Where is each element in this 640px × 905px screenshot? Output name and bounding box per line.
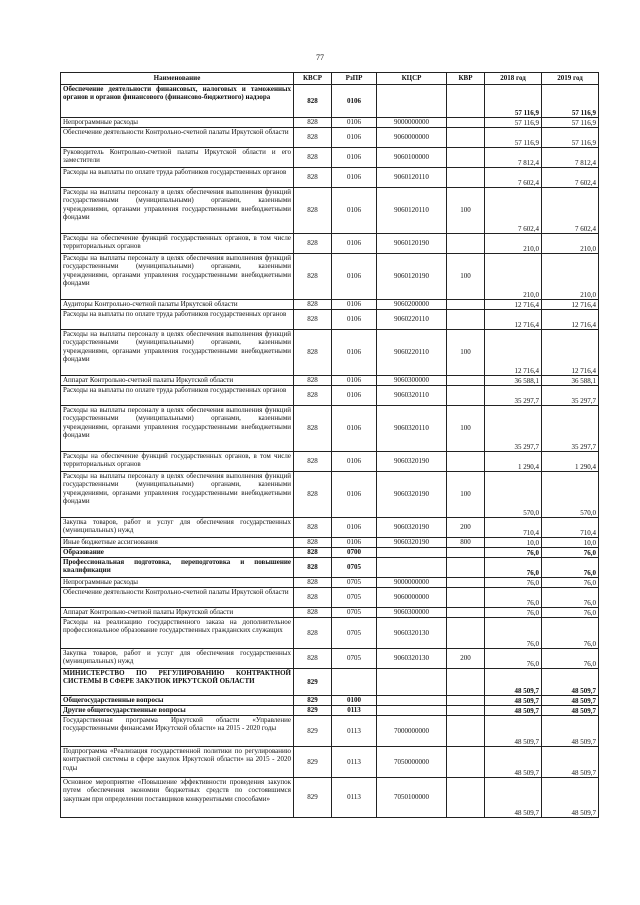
row-kcsr-cell bbox=[377, 85, 447, 118]
row-name-cell: Расходы на выплаты персоналу в целях обеспечения выполнения функций государственными (муниципальными) органами, казенными учреждениями, органами управления государственными внебюджетными фондами bbox=[61, 330, 294, 376]
row-name-cell: Подпрограмма «Реализация государственной политики по регулированию контрактной системы в сфере закупок Иркутской области» на 2015 - 2020 годы bbox=[61, 747, 294, 778]
row-2018-cell: 7 602,4 bbox=[485, 168, 542, 188]
row-kvsr-cell: 828 bbox=[294, 234, 332, 254]
row-kvsr-cell: 828 bbox=[294, 310, 332, 330]
row-2018-cell: 48 509,7 bbox=[485, 778, 542, 818]
row-2019-cell: 48 509,7 bbox=[542, 747, 599, 778]
row-kvsr-cell: 828 bbox=[294, 472, 332, 518]
row-kvr-cell bbox=[447, 716, 485, 747]
table-body bbox=[61, 85, 599, 818]
row-name-cell: Другие общегосударственные вопросы bbox=[61, 706, 294, 716]
row-name-cell: Аудиторы Контрольно-счетной палаты Иркутской области bbox=[61, 300, 294, 310]
row-kvr-cell: 200 bbox=[447, 518, 485, 538]
table-row bbox=[61, 85, 599, 118]
table-row bbox=[61, 472, 599, 518]
row-2018-cell: 76,0 bbox=[485, 649, 542, 669]
table-row bbox=[61, 608, 599, 618]
row-rzpr-cell: 0106 bbox=[332, 300, 377, 310]
table-row bbox=[61, 452, 599, 472]
row-rzpr-cell: 0106 bbox=[332, 148, 377, 168]
row-kcsr-cell: 9060320130 bbox=[377, 649, 447, 669]
row-2019-cell: 48 509,7 bbox=[542, 778, 599, 818]
row-rzpr-cell: 0705 bbox=[332, 588, 377, 608]
row-kcsr-cell: 9060300000 bbox=[377, 376, 447, 386]
row-name-cell: Расходы на выплаты персоналу в целях обеспечения выполнения функций государственными (муниципальными) органами, казенными учреждениями, органами управления государственными внебюджетными фондами bbox=[61, 472, 294, 518]
row-kcsr-cell: 9060000000 bbox=[377, 588, 447, 608]
row-kcsr-cell: 9060320110 bbox=[377, 386, 447, 406]
row-rzpr-cell: 0705 bbox=[332, 578, 377, 588]
row-kcsr-cell bbox=[377, 548, 447, 558]
row-kvr-cell bbox=[447, 85, 485, 118]
row-kvr-cell bbox=[447, 234, 485, 254]
row-name-cell: Обеспечение деятельности Контрольно-счетной палаты Иркутской области bbox=[61, 128, 294, 148]
row-kcsr-cell bbox=[377, 706, 447, 716]
row-kvsr-cell: 828 bbox=[294, 406, 332, 452]
row-kvr-cell bbox=[447, 118, 485, 128]
row-2018-cell: 12 716,4 bbox=[485, 310, 542, 330]
row-rzpr-cell: 0113 bbox=[332, 778, 377, 818]
row-kvsr-cell: 829 bbox=[294, 716, 332, 747]
row-2019-cell: 36 588,1 bbox=[542, 376, 599, 386]
row-kvsr-cell: 829 bbox=[294, 747, 332, 778]
row-rzpr-cell: 0100 bbox=[332, 696, 377, 706]
table-row bbox=[61, 588, 599, 608]
row-kvr-cell: 100 bbox=[447, 406, 485, 452]
row-kvsr-cell: 829 bbox=[294, 696, 332, 706]
row-2018-cell: 35 297,7 bbox=[485, 386, 542, 406]
row-kcsr-cell: 7000000000 bbox=[377, 716, 447, 747]
row-2018-cell: 210,0 bbox=[485, 234, 542, 254]
table-row bbox=[61, 669, 599, 696]
table-row bbox=[61, 234, 599, 254]
table-row bbox=[61, 649, 599, 669]
row-rzpr-cell: 0106 bbox=[332, 518, 377, 538]
row-name-cell: Аппарат Контрольно-счетной палаты Иркутской области bbox=[61, 376, 294, 386]
row-name-cell: Расходы на выплаты по оплате труда работников государственных органов bbox=[61, 168, 294, 188]
row-kvr-cell: 100 bbox=[447, 330, 485, 376]
row-kcsr-cell: 7050100000 bbox=[377, 778, 447, 818]
row-name-cell: Непрограммные расходы bbox=[61, 118, 294, 128]
row-name-cell: Расходы на выплаты по оплате труда работников государственных органов bbox=[61, 386, 294, 406]
row-kvr-cell bbox=[447, 669, 485, 696]
budget-table bbox=[60, 72, 599, 818]
table-row bbox=[61, 386, 599, 406]
row-2019-cell: 1 290,4 bbox=[542, 452, 599, 472]
row-kvr-cell: 100 bbox=[447, 254, 485, 300]
row-kvr-cell bbox=[447, 696, 485, 706]
row-2018-cell: 7 602,4 bbox=[485, 188, 542, 234]
row-rzpr-cell: 0705 bbox=[332, 558, 377, 578]
row-rzpr-cell: 0106 bbox=[332, 330, 377, 376]
row-rzpr-cell: 0106 bbox=[332, 254, 377, 300]
table-row bbox=[61, 188, 599, 234]
row-kvsr-cell: 828 bbox=[294, 518, 332, 538]
row-2019-cell: 48 509,7 bbox=[542, 706, 599, 716]
row-2019-cell: 12 716,4 bbox=[542, 310, 599, 330]
table-header-row bbox=[61, 73, 599, 85]
row-2018-cell: 57 116,9 bbox=[485, 118, 542, 128]
row-kcsr-cell: 9060300000 bbox=[377, 608, 447, 618]
table-row bbox=[61, 118, 599, 128]
row-kvsr-cell: 828 bbox=[294, 188, 332, 234]
row-name-cell: Расходы на выплаты персоналу в целях обеспечения выполнения функций государственными (муниципальными) органами, казенными учреждениями, органами управления государственными внебюджетными фондами bbox=[61, 188, 294, 234]
row-kvr-cell bbox=[447, 706, 485, 716]
row-2018-cell: 76,0 bbox=[485, 588, 542, 608]
row-kvsr-cell: 828 bbox=[294, 85, 332, 118]
row-2019-cell: 76,0 bbox=[542, 618, 599, 649]
row-rzpr-cell: 0106 bbox=[332, 234, 377, 254]
row-kvr-cell bbox=[447, 548, 485, 558]
row-2018-cell: 48 509,7 bbox=[485, 747, 542, 778]
row-kvr-cell: 800 bbox=[447, 538, 485, 548]
row-2019-cell: 76,0 bbox=[542, 548, 599, 558]
row-kvr-cell bbox=[447, 578, 485, 588]
row-kvr-cell bbox=[447, 148, 485, 168]
row-kvr-cell bbox=[447, 747, 485, 778]
row-2019-cell: 76,0 bbox=[542, 649, 599, 669]
row-name-cell: Руководитель Контрольно-счетной палаты Иркутской области и его заместители bbox=[61, 148, 294, 168]
row-2018-cell: 57 116,9 bbox=[485, 85, 542, 118]
row-kvsr-cell: 828 bbox=[294, 649, 332, 669]
table-row bbox=[61, 330, 599, 376]
row-kvr-cell bbox=[447, 300, 485, 310]
row-kcsr-cell: 9060100000 bbox=[377, 148, 447, 168]
row-name-cell: Расходы на выплаты по оплате труда работников государственных органов bbox=[61, 310, 294, 330]
row-kcsr-cell: 9060120190 bbox=[377, 254, 447, 300]
row-rzpr-cell: 0106 bbox=[332, 472, 377, 518]
row-kvr-cell bbox=[447, 376, 485, 386]
row-rzpr-cell: 0113 bbox=[332, 747, 377, 778]
table-row bbox=[61, 300, 599, 310]
row-2018-cell: 7 812,4 bbox=[485, 148, 542, 168]
row-2019-cell: 76,0 bbox=[542, 578, 599, 588]
row-rzpr-cell: 0106 bbox=[332, 406, 377, 452]
table-row bbox=[61, 376, 599, 386]
row-kcsr-cell: 9060320190 bbox=[377, 518, 447, 538]
table-row bbox=[61, 406, 599, 452]
row-rzpr-cell: 0700 bbox=[332, 548, 377, 558]
table-row bbox=[61, 518, 599, 538]
row-2018-cell: 48 509,7 bbox=[485, 716, 542, 747]
table-row bbox=[61, 558, 599, 578]
row-kvsr-cell: 828 bbox=[294, 452, 332, 472]
row-rzpr-cell: 0106 bbox=[332, 188, 377, 234]
row-2018-cell: 76,0 bbox=[485, 558, 542, 578]
row-name-cell: Основное мероприятие «Повышение эффективности проведения закупок путем обеспечения экономии бюджетных средств по состоявшимся закупкам при определении поставщиков конкурентными способами» bbox=[61, 778, 294, 818]
row-rzpr-cell: 0106 bbox=[332, 168, 377, 188]
row-name-cell: Обеспечение деятельности Контрольно-счетной палаты Иркутской области bbox=[61, 588, 294, 608]
table-row bbox=[61, 747, 599, 778]
row-kcsr-cell: 7050000000 bbox=[377, 747, 447, 778]
row-kvsr-cell: 828 bbox=[294, 254, 332, 300]
row-rzpr-cell: 0106 bbox=[332, 310, 377, 330]
row-2019-cell: 7 602,4 bbox=[542, 168, 599, 188]
row-name-cell: Общегосударственные вопросы bbox=[61, 696, 294, 706]
row-kvsr-cell: 829 bbox=[294, 706, 332, 716]
table-row bbox=[61, 618, 599, 649]
row-2019-cell: 710,4 bbox=[542, 518, 599, 538]
row-kcsr-cell bbox=[377, 696, 447, 706]
table-row bbox=[61, 168, 599, 188]
row-2019-cell: 210,0 bbox=[542, 234, 599, 254]
row-kvr-cell bbox=[447, 128, 485, 148]
table-row bbox=[61, 548, 599, 558]
page-number: 77 bbox=[316, 53, 324, 62]
row-kcsr-cell: 9000000000 bbox=[377, 578, 447, 588]
header-year-2018: 2018 год bbox=[485, 73, 542, 85]
table-row bbox=[61, 310, 599, 330]
row-name-cell: Профессиональная подготовка, переподготовка и повышение квалификации bbox=[61, 558, 294, 578]
row-2019-cell: 57 116,9 bbox=[542, 118, 599, 128]
row-2018-cell: 48 509,7 bbox=[485, 706, 542, 716]
row-2019-cell: 210,0 bbox=[542, 254, 599, 300]
table-row bbox=[61, 578, 599, 588]
header-name: Наименование bbox=[61, 73, 294, 85]
row-kcsr-cell bbox=[377, 558, 447, 578]
row-2018-cell: 210,0 bbox=[485, 254, 542, 300]
row-2018-cell: 48 509,7 bbox=[485, 696, 542, 706]
row-kvsr-cell: 828 bbox=[294, 558, 332, 578]
row-kvsr-cell: 828 bbox=[294, 618, 332, 649]
row-2019-cell: 7 812,4 bbox=[542, 148, 599, 168]
row-rzpr-cell: 0113 bbox=[332, 716, 377, 747]
table-row bbox=[61, 254, 599, 300]
header-kvr: КВР bbox=[447, 73, 485, 85]
row-name-cell: Расходы на реализацию государственного заказа на дополнительное профессиональное образование государственных гражданских служащих bbox=[61, 618, 294, 649]
row-kvr-cell: 100 bbox=[447, 188, 485, 234]
table-row bbox=[61, 696, 599, 706]
table-row bbox=[61, 706, 599, 716]
row-kvr-cell bbox=[447, 778, 485, 818]
row-2019-cell: 57 116,9 bbox=[542, 128, 599, 148]
row-rzpr-cell: 0705 bbox=[332, 618, 377, 649]
row-2018-cell: 48 509,7 bbox=[485, 669, 542, 696]
row-name-cell: Иные бюджетные ассигнования bbox=[61, 538, 294, 548]
row-2019-cell: 76,0 bbox=[542, 588, 599, 608]
table-row bbox=[61, 778, 599, 818]
row-kvsr-cell: 828 bbox=[294, 386, 332, 406]
row-kvr-cell bbox=[447, 168, 485, 188]
row-rzpr-cell: 0106 bbox=[332, 376, 377, 386]
row-2019-cell: 48 509,7 bbox=[542, 669, 599, 696]
row-2019-cell: 76,0 bbox=[542, 608, 599, 618]
row-2019-cell: 35 297,7 bbox=[542, 386, 599, 406]
row-kcsr-cell: 9060320110 bbox=[377, 406, 447, 452]
row-2019-cell: 12 716,4 bbox=[542, 330, 599, 376]
row-kcsr-cell: 9060120190 bbox=[377, 234, 447, 254]
row-2019-cell: 48 509,7 bbox=[542, 696, 599, 706]
table-row bbox=[61, 148, 599, 168]
row-kvr-cell bbox=[447, 386, 485, 406]
row-kvr-cell bbox=[447, 558, 485, 578]
row-kcsr-cell: 9060120110 bbox=[377, 168, 447, 188]
row-kcsr-cell: 9060220110 bbox=[377, 330, 447, 376]
row-kvr-cell bbox=[447, 588, 485, 608]
row-2019-cell: 35 297,7 bbox=[542, 406, 599, 452]
row-2018-cell: 36 588,1 bbox=[485, 376, 542, 386]
row-rzpr-cell: 0106 bbox=[332, 85, 377, 118]
row-kvsr-cell: 828 bbox=[294, 300, 332, 310]
row-name-cell: Образование bbox=[61, 548, 294, 558]
row-kvsr-cell: 828 bbox=[294, 608, 332, 618]
row-kvsr-cell: 829 bbox=[294, 778, 332, 818]
row-kvr-cell: 100 bbox=[447, 472, 485, 518]
row-kvr-cell bbox=[447, 310, 485, 330]
row-kcsr-cell: 9060220110 bbox=[377, 310, 447, 330]
row-name-cell: Расходы на выплаты персоналу в целях обеспечения выполнения функций государственными (муниципальными) органами, казенными учреждениями, органами управления государственными внебюджетными фондами bbox=[61, 254, 294, 300]
row-kvr-cell bbox=[447, 618, 485, 649]
row-kcsr-cell bbox=[377, 669, 447, 696]
header-kvsr: КВСР bbox=[294, 73, 332, 85]
row-name-cell: Аппарат Контрольно-счетной палаты Иркутской области bbox=[61, 608, 294, 618]
row-kcsr-cell: 9000000000 bbox=[377, 118, 447, 128]
row-kcsr-cell: 9060320190 bbox=[377, 538, 447, 548]
row-name-cell: Закупка товаров, работ и услуг для обеспечения государственных (муниципальных) нужд bbox=[61, 518, 294, 538]
row-2018-cell: 1 290,4 bbox=[485, 452, 542, 472]
row-2018-cell: 76,0 bbox=[485, 608, 542, 618]
table-row bbox=[61, 716, 599, 747]
row-kvr-cell: 200 bbox=[447, 649, 485, 669]
row-name-cell: Обеспечение деятельности финансовых, налоговых и таможенных органов и органов финансового (финансово-бюджетного) надзора bbox=[61, 85, 294, 118]
row-kcsr-cell: 9060320190 bbox=[377, 452, 447, 472]
row-rzpr-cell: 0705 bbox=[332, 608, 377, 618]
row-kcsr-cell: 9060320130 bbox=[377, 618, 447, 649]
row-name-cell: Закупка товаров, работ и услуг для обеспечения государственных (муниципальных) нужд bbox=[61, 649, 294, 669]
row-kvsr-cell: 828 bbox=[294, 128, 332, 148]
row-kvsr-cell: 828 bbox=[294, 376, 332, 386]
row-kvsr-cell: 828 bbox=[294, 548, 332, 558]
row-kvsr-cell: 828 bbox=[294, 538, 332, 548]
row-rzpr-cell: 0106 bbox=[332, 128, 377, 148]
row-2019-cell: 10,0 bbox=[542, 538, 599, 548]
row-2019-cell: 48 509,7 bbox=[542, 716, 599, 747]
row-kcsr-cell: 9060120110 bbox=[377, 188, 447, 234]
row-name-cell: Расходы на обеспечение функций государственных органов, в том числе территориальных органов bbox=[61, 452, 294, 472]
row-2018-cell: 710,4 bbox=[485, 518, 542, 538]
row-2018-cell: 10,0 bbox=[485, 538, 542, 548]
row-name-cell: Непрограммные расходы bbox=[61, 578, 294, 588]
row-2019-cell: 12 716,4 bbox=[542, 300, 599, 310]
row-kvsr-cell: 828 bbox=[294, 330, 332, 376]
table-row bbox=[61, 538, 599, 548]
row-kvsr-cell: 828 bbox=[294, 578, 332, 588]
row-name-cell: МИНИСТЕРСТВО ПО РЕГУЛИРОВАНИЮ КОНТРАКТНОЙ СИСТЕМЫ В СФЕРЕ ЗАКУПОК ИРКУТСКОЙ ОБЛАСТИ bbox=[61, 669, 294, 696]
row-2018-cell: 57 116,9 bbox=[485, 128, 542, 148]
row-name-cell: Расходы на обеспечение функций государственных органов, в том числе территориальных органов bbox=[61, 234, 294, 254]
row-rzpr-cell: 0705 bbox=[332, 649, 377, 669]
row-2018-cell: 76,0 bbox=[485, 548, 542, 558]
row-2019-cell: 57 116,9 bbox=[542, 85, 599, 118]
row-kvsr-cell: 828 bbox=[294, 148, 332, 168]
header-kcsr: КЦСР bbox=[377, 73, 447, 85]
row-2019-cell: 76,0 bbox=[542, 558, 599, 578]
row-2018-cell: 76,0 bbox=[485, 578, 542, 588]
row-kvsr-cell: 829 bbox=[294, 669, 332, 696]
row-2018-cell: 35 297,7 bbox=[485, 406, 542, 452]
row-kvsr-cell: 828 bbox=[294, 168, 332, 188]
row-name-cell: Расходы на выплаты персоналу в целях обеспечения выполнения функций государственными (муниципальными) органами, казенными учреждениями, органами управления государственными внебюджетными фондами bbox=[61, 406, 294, 452]
row-rzpr-cell: 0113 bbox=[332, 706, 377, 716]
row-rzpr-cell: 0106 bbox=[332, 538, 377, 548]
row-2018-cell: 76,0 bbox=[485, 618, 542, 649]
row-2019-cell: 7 602,4 bbox=[542, 188, 599, 234]
row-kvsr-cell: 828 bbox=[294, 588, 332, 608]
row-kcsr-cell: 9060000000 bbox=[377, 128, 447, 148]
row-kvsr-cell: 828 bbox=[294, 118, 332, 128]
header-rzpr: РзПР bbox=[332, 73, 377, 85]
row-rzpr-cell: 0106 bbox=[332, 452, 377, 472]
table-row bbox=[61, 128, 599, 148]
row-rzpr-cell: 0106 bbox=[332, 118, 377, 128]
row-kvr-cell bbox=[447, 608, 485, 618]
row-2018-cell: 570,0 bbox=[485, 472, 542, 518]
row-kcsr-cell: 9060320190 bbox=[377, 472, 447, 518]
header-year-2019: 2019 год bbox=[542, 73, 599, 85]
row-kvr-cell bbox=[447, 452, 485, 472]
row-kcsr-cell: 9060200000 bbox=[377, 300, 447, 310]
row-rzpr-cell: 0106 bbox=[332, 386, 377, 406]
row-name-cell: Государственная программа Иркутской области «Управление государственными финансами Иркутской области» на 2015 - 2020 годы bbox=[61, 716, 294, 747]
row-2018-cell: 12 716,4 bbox=[485, 330, 542, 376]
row-2019-cell: 570,0 bbox=[542, 472, 599, 518]
row-2018-cell: 12 716,4 bbox=[485, 300, 542, 310]
row-rzpr-cell bbox=[332, 669, 377, 696]
